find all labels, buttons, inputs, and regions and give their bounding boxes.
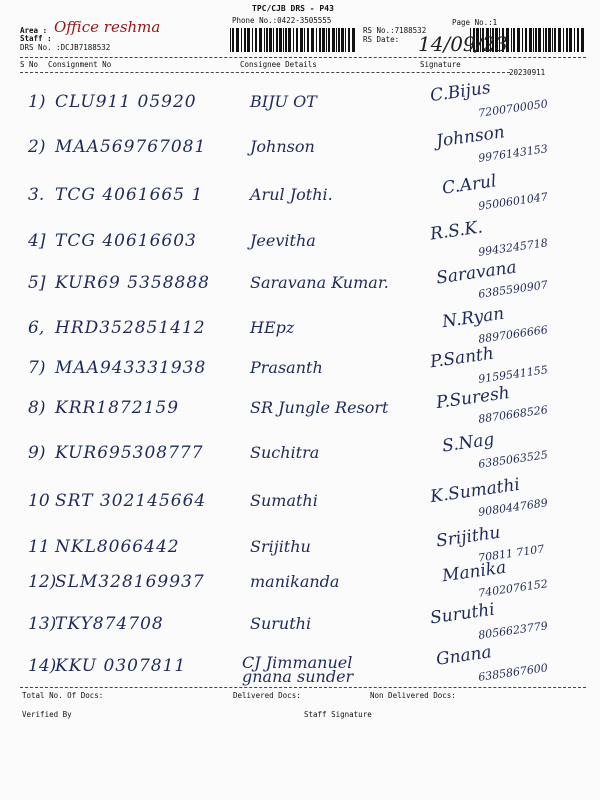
consignment-number: KUR69 5358888 bbox=[55, 273, 210, 293]
signature-mark: Saravana bbox=[435, 257, 518, 289]
row-number: 14) bbox=[28, 656, 57, 676]
signature-mark: N.Ryan bbox=[440, 303, 506, 333]
rs-date-handwritten: 14/09/23 bbox=[418, 32, 508, 56]
consignment-number: TCG 4061665 1 bbox=[55, 185, 204, 205]
total-docs-label: Total No. Of Docs: bbox=[22, 691, 104, 700]
consignment-number: CLU911 05920 bbox=[55, 92, 197, 112]
row-number: 4] bbox=[28, 231, 46, 251]
recipient-phone: 7200700050 bbox=[477, 97, 549, 120]
area-label: Area : bbox=[20, 26, 48, 35]
row-number: 1) bbox=[28, 92, 46, 112]
barcode-left bbox=[230, 28, 358, 52]
header-divider bbox=[20, 57, 586, 58]
row-number: 7) bbox=[28, 358, 46, 378]
signature-mark: P.Santh bbox=[428, 343, 496, 373]
col-sno: S No bbox=[20, 60, 39, 69]
consignee-name: Johnson bbox=[250, 137, 315, 156]
row-number: 6, bbox=[28, 318, 45, 338]
recipient-phone: 8870668526 bbox=[477, 403, 549, 426]
signature-mark: C.Arul bbox=[440, 171, 498, 199]
signature-mark: Srijithu bbox=[434, 522, 502, 552]
consignment-number: SRT 302145664 bbox=[55, 491, 207, 511]
signature-mark: P.Suresh bbox=[434, 382, 511, 414]
area-staff-handwritten: Office reshma bbox=[54, 18, 161, 36]
recipient-phone: 6385867600 bbox=[477, 661, 549, 684]
staff-signature-label: Staff Signature bbox=[304, 710, 372, 719]
phone-number: Phone No.:0422-3505555 bbox=[232, 16, 332, 25]
signature-mark: S.Nag bbox=[440, 429, 496, 457]
row-number: 13) bbox=[28, 614, 57, 634]
consignment-number: HRD352851412 bbox=[55, 318, 206, 338]
row-number: 12) bbox=[28, 572, 57, 592]
row-number: 9) bbox=[28, 443, 46, 463]
signature-mark: Manika bbox=[440, 557, 508, 587]
signature-mark: K.Sumathi bbox=[429, 474, 522, 508]
consignee-name: Arul Jothi. bbox=[250, 185, 333, 204]
verified-by-label: Verified By bbox=[22, 710, 72, 719]
consignee-name: Sumathi bbox=[250, 491, 318, 510]
recipient-phone: 9976143153 bbox=[477, 142, 549, 165]
row-number: 2) bbox=[28, 137, 46, 157]
recipient-phone: 9943245718 bbox=[477, 236, 549, 259]
row-number: 11 bbox=[28, 537, 50, 557]
column-divider bbox=[20, 72, 510, 73]
signature-mark: Gnana bbox=[434, 642, 493, 670]
signature-mark: Johnson bbox=[434, 122, 506, 152]
consignee-name: Suruthi bbox=[250, 614, 312, 633]
staff-label: Staff : bbox=[20, 34, 52, 43]
consignee-name: SR Jungle Resort bbox=[250, 398, 389, 417]
row-number: 3. bbox=[28, 185, 45, 205]
signature-mark: R.S.K. bbox=[428, 217, 484, 245]
consignment-number: NKL8066442 bbox=[55, 537, 180, 557]
recipient-phone: 7402076152 bbox=[477, 577, 549, 600]
page-number: Page No.:1 bbox=[452, 18, 498, 27]
consignment-number: TKY874708 bbox=[55, 614, 164, 634]
consignee-name: Prasanth bbox=[250, 358, 323, 377]
recipient-phone: 9080447689 bbox=[477, 496, 549, 519]
recipient-phone: 6385590907 bbox=[477, 278, 549, 301]
recipient-phone: 9159541155 bbox=[477, 363, 549, 386]
consignee-name: BIJU OT bbox=[250, 92, 317, 111]
consignee-name: Suchitra bbox=[250, 443, 320, 462]
consignment-number: KUR695308777 bbox=[55, 443, 204, 463]
recipient-phone: 8056623779 bbox=[477, 619, 549, 642]
consignment-number: SLM328169937 bbox=[55, 572, 205, 592]
date-stamp: 20230911 bbox=[509, 68, 546, 77]
consignee-name: CJ Jimmanuel gnana sunder bbox=[242, 653, 354, 686]
consignment-number: KRR1872159 bbox=[55, 398, 180, 418]
drs-number: DRS No. :DCJB7188532 bbox=[20, 43, 111, 52]
non-delivered-docs-label: Non Delivered Docs: bbox=[370, 691, 456, 700]
rs-number: RS No.:7188532 bbox=[363, 26, 427, 35]
footer-divider bbox=[20, 687, 586, 688]
consignment-number: MAA943331938 bbox=[55, 358, 207, 378]
consignee-name: Jeevitha bbox=[250, 231, 316, 250]
signature-mark: C.Bijus bbox=[428, 77, 492, 107]
recipient-phone: 9500601047 bbox=[477, 190, 549, 213]
consignment-number: KKU 0307811 bbox=[55, 656, 187, 676]
recipient-phone: 8897066666 bbox=[477, 323, 549, 346]
recipient-phone: 70811 7107 bbox=[477, 542, 546, 565]
col-consignee: Consignee Details bbox=[240, 60, 317, 69]
consignment-number: MAA569767081 bbox=[55, 137, 207, 157]
consignee-name: HEpz bbox=[250, 318, 295, 337]
drs-title: TPC/CJB DRS - P43 bbox=[252, 4, 334, 13]
row-number: 10 bbox=[28, 491, 50, 511]
row-number: 5] bbox=[28, 273, 46, 293]
consignee-name: Saravana Kumar. bbox=[250, 273, 389, 292]
consignee-name: Srijithu bbox=[250, 537, 311, 556]
consignee-name: manikanda bbox=[250, 572, 340, 591]
signature-mark: Suruthi bbox=[428, 599, 496, 629]
recipient-phone: 6385063525 bbox=[477, 448, 549, 471]
delivered-docs-label: Delivered Docs: bbox=[233, 691, 301, 700]
rs-date-label: RS Date: bbox=[363, 35, 400, 44]
row-number: 8) bbox=[28, 398, 46, 418]
col-signature: Signature bbox=[420, 60, 461, 69]
consignment-number: TCG 40616603 bbox=[55, 231, 197, 251]
col-consignment: Consignment No bbox=[48, 60, 112, 69]
